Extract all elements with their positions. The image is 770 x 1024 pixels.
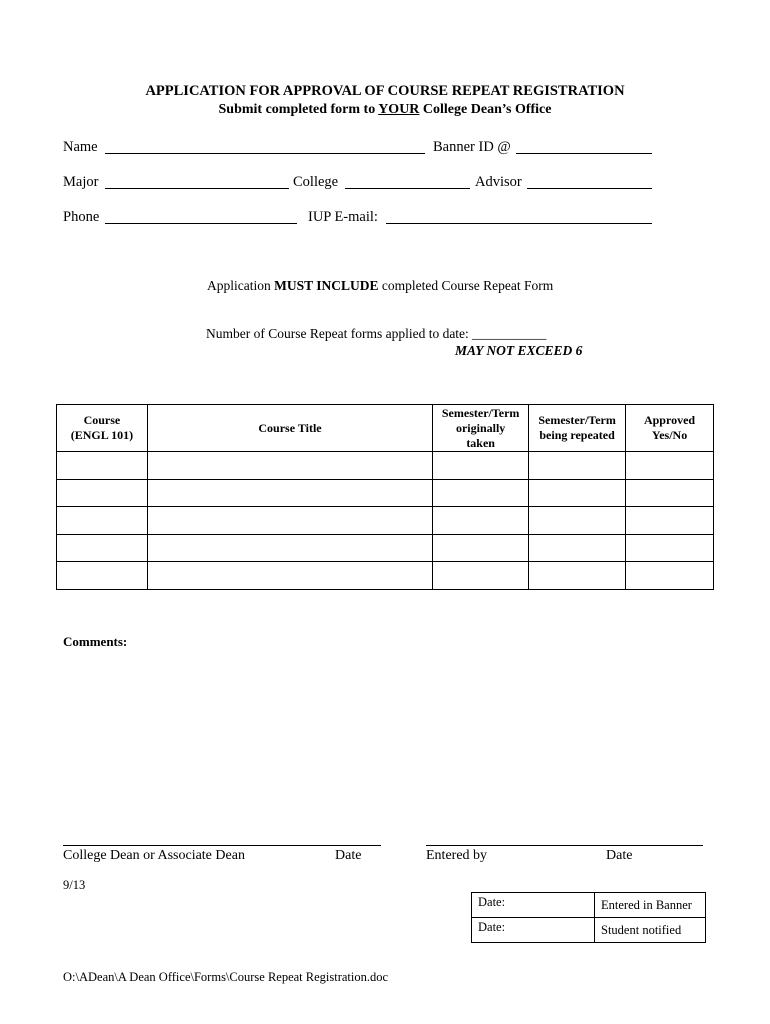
table-row: [57, 479, 714, 507]
must-include-before: Application: [207, 278, 271, 293]
table-row: [57, 562, 714, 590]
status-label-cell: Entered in Banner: [595, 893, 706, 918]
revision-date: 9/13: [63, 878, 86, 892]
dean-signature-label: College Dean or Associate Dean: [63, 848, 245, 863]
table-cell[interactable]: [626, 452, 714, 480]
phone-label: Phone: [63, 209, 100, 225]
table-cell[interactable]: [626, 479, 714, 507]
phone-field[interactable]: [105, 223, 297, 224]
college-field[interactable]: [345, 188, 470, 189]
table-cell[interactable]: [57, 534, 148, 562]
name-label: Name: [63, 139, 98, 155]
major-field[interactable]: [105, 188, 289, 189]
comments-label: Comments:: [63, 634, 128, 649]
major-label: Major: [63, 174, 99, 190]
table-cell[interactable]: [529, 562, 626, 590]
status-date-cell[interactable]: Date:: [472, 893, 595, 918]
col-course-line2: (ENGL 101): [70, 428, 134, 442]
subtitle-after: College Dean’s Office: [422, 102, 552, 117]
table-cell[interactable]: [433, 562, 529, 590]
table-row: [57, 534, 714, 562]
col-term-repeat: [529, 405, 626, 452]
table-header-row: [57, 405, 714, 452]
col-repeat-line2: being repeated: [539, 428, 615, 442]
form-subtitle: [0, 102, 770, 118]
dean-date-label: Date: [335, 848, 362, 863]
advisor-field[interactable]: [527, 188, 652, 189]
office-status-table: [471, 892, 706, 943]
banner-id-label: Banner ID @: [433, 139, 511, 155]
banner-id-field[interactable]: [516, 153, 652, 154]
repeat-count-field[interactable]: Number of Course Repeat forms applied to date: ___________: [206, 326, 547, 341]
table-cell[interactable]: [57, 452, 148, 480]
table-cell[interactable]: [433, 534, 529, 562]
col-course: [57, 405, 148, 452]
table-cell[interactable]: [147, 534, 432, 562]
table-cell[interactable]: [147, 479, 432, 507]
col-repeat-line1: Semester/Term: [538, 413, 616, 427]
status-date-cell[interactable]: Date:: [472, 918, 595, 943]
must-include-emphasis: MUST INCLUDE: [274, 278, 379, 293]
email-label: IUP E-mail:: [308, 209, 378, 225]
status-row: [472, 918, 706, 943]
max-limit-note: MAY NOT EXCEED 6: [455, 343, 583, 358]
status-label-cell: Student notified: [595, 918, 706, 943]
must-include-after: completed Course Repeat Form: [381, 278, 554, 293]
form-title: APPLICATION FOR APPROVAL OF COURSE REPEAT REGISTRATION: [145, 83, 625, 99]
table-cell[interactable]: [529, 534, 626, 562]
table-cell[interactable]: [626, 507, 714, 535]
table-row: [57, 507, 714, 535]
col-approved-line1: Approved: [643, 413, 696, 427]
table-cell[interactable]: [433, 479, 529, 507]
subtitle-emphasis: YOUR: [378, 102, 420, 117]
must-include-notice: [207, 278, 553, 294]
table-cell[interactable]: [529, 479, 626, 507]
entered-by-label: Entered by: [426, 848, 488, 863]
table-cell[interactable]: [626, 534, 714, 562]
college-label: College: [293, 174, 339, 190]
table-cell[interactable]: [433, 507, 529, 535]
dean-signature-line[interactable]: [63, 845, 381, 846]
table-cell[interactable]: [57, 479, 148, 507]
table-cell[interactable]: [529, 452, 626, 480]
table-cell[interactable]: [433, 452, 529, 480]
subtitle-before: Submit completed form to: [218, 102, 376, 117]
table-cell[interactable]: [147, 562, 432, 590]
email-field[interactable]: [386, 223, 652, 224]
col-course-title: Course Title: [147, 405, 432, 452]
table-cell[interactable]: [57, 562, 148, 590]
entered-date-label: Date: [606, 848, 633, 863]
col-approved-line2: Yes/No: [651, 428, 688, 442]
table-cell[interactable]: [147, 507, 432, 535]
col-orig-line1: Semester/Term: [441, 405, 520, 420]
table-cell[interactable]: [529, 507, 626, 535]
col-term-original: [433, 405, 529, 452]
col-orig-line2: originally: [455, 420, 506, 435]
advisor-label: Advisor: [475, 174, 522, 190]
document-file-path: O:\ADean\A Dean Office\Forms\Course Repeat Registration.doc: [63, 970, 389, 984]
col-course-line1: Course: [83, 413, 121, 427]
col-orig-line3: taken: [466, 435, 495, 450]
table-row: [57, 452, 714, 480]
col-approved: [626, 405, 714, 452]
name-field[interactable]: [105, 153, 425, 154]
course-repeat-table: [56, 404, 714, 590]
table-cell[interactable]: [57, 507, 148, 535]
entered-by-signature-line[interactable]: [426, 845, 703, 846]
table-cell[interactable]: [626, 562, 714, 590]
table-cell[interactable]: [147, 452, 432, 480]
comments-area[interactable]: [63, 655, 713, 825]
status-row: [472, 893, 706, 918]
